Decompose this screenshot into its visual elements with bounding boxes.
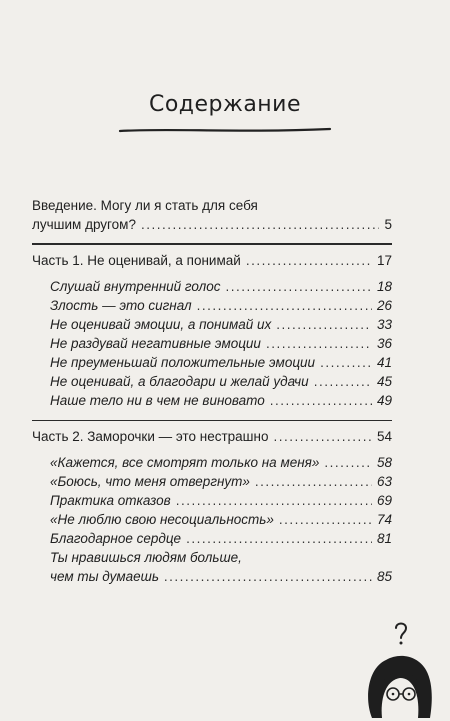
leader-dots xyxy=(176,491,372,510)
toc-item[interactable] xyxy=(32,510,392,529)
toc-item-page: 74 xyxy=(376,512,392,527)
toc-item-page: 63 xyxy=(376,474,392,489)
toc-item[interactable] xyxy=(32,353,392,372)
toc-item-label: Не оценивай, а благодари и желай удачи xyxy=(50,373,309,389)
girl-with-glasses-question-icon xyxy=(360,618,440,718)
toc-item[interactable] xyxy=(32,529,392,548)
toc-item-page: 36 xyxy=(376,335,392,351)
toc-item[interactable] xyxy=(32,472,392,491)
leader-dots xyxy=(246,251,372,270)
leader-dots xyxy=(255,472,372,491)
toc-item-label: Практика отказов xyxy=(50,493,171,508)
toc-item-label: «Не люблю свою несоциальность» xyxy=(50,512,274,527)
toc-intro-line1: Введение. Могу ли я стать для себя xyxy=(32,198,258,213)
leader-dots xyxy=(225,277,371,296)
page-title: Содержание xyxy=(148,92,302,117)
toc-item-label: Не преуменьшай положительные эмоции xyxy=(50,354,316,370)
leader-dots xyxy=(279,510,372,529)
table-of-contents xyxy=(32,196,392,586)
toc-item[interactable] xyxy=(32,391,392,410)
toc-part-page: 17 xyxy=(376,252,392,268)
toc-item[interactable] xyxy=(32,296,392,315)
leader-dots xyxy=(141,215,380,234)
toc-part-label: Часть 1. Не оценивай, а понимай xyxy=(32,252,241,268)
toc-item-label: «Кажется, все смотрят только на меня» xyxy=(50,455,320,470)
separator xyxy=(32,243,392,245)
toc-item[interactable] xyxy=(32,334,392,353)
leader-dots xyxy=(270,391,372,410)
toc-part-1[interactable] xyxy=(32,251,392,270)
toc-item-page: 33 xyxy=(376,316,392,332)
toc-item[interactable] xyxy=(32,453,392,472)
toc-item-page: 26 xyxy=(376,297,392,313)
toc-item-label: Не оценивай эмоции, а понимай их xyxy=(50,316,272,332)
toc-item-label-line1: Ты нравишься людям больше, xyxy=(50,550,242,565)
toc-item-label: «Боюсь, что меня отвергнут» xyxy=(50,474,250,489)
toc-item-label-line2: чем ты думаешь xyxy=(50,569,159,584)
title-underline-icon xyxy=(118,124,332,136)
toc-item[interactable] xyxy=(32,491,392,510)
toc-item[interactable] xyxy=(32,315,392,334)
toc-part-label: Часть 2. Заморочки — это нестрашно xyxy=(32,429,269,444)
leader-dots xyxy=(164,567,372,586)
leader-dots xyxy=(186,529,372,548)
toc-part-2[interactable] xyxy=(32,427,392,446)
toc-item-label: Наше тело ни в чем не виновато xyxy=(50,392,265,408)
leader-dots xyxy=(197,296,372,315)
toc-item-page: 85 xyxy=(376,569,392,584)
toc-item-label: Благодарное сердце xyxy=(50,531,182,546)
leader-dots xyxy=(276,315,372,334)
toc-item[interactable] xyxy=(32,372,392,391)
toc-item-page: 18 xyxy=(376,278,392,294)
leader-dots xyxy=(314,372,372,391)
toc-item-page: 41 xyxy=(376,354,392,370)
leader-dots xyxy=(320,353,372,372)
toc-intro-page: 5 xyxy=(384,217,392,232)
toc-part-page: 54 xyxy=(376,429,392,444)
toc-item-row xyxy=(32,567,392,586)
toc-item-page: 58 xyxy=(376,455,392,470)
toc-item-page: 69 xyxy=(376,493,392,508)
toc-item-page: 45 xyxy=(376,373,392,389)
toc-item-label: Слушай внутренний голос xyxy=(50,278,221,294)
toc-intro[interactable] xyxy=(32,196,392,234)
toc-item-page: 81 xyxy=(376,531,392,546)
toc-intro-line2: лучшим другом? xyxy=(32,217,136,232)
toc-item-label: Не раздувай негативные эмоции xyxy=(50,335,261,351)
leader-dots xyxy=(266,334,372,353)
toc-item[interactable] xyxy=(32,277,392,296)
toc-intro-row xyxy=(32,215,392,234)
toc-item-multiline[interactable] xyxy=(32,548,392,586)
toc-item-page: 49 xyxy=(376,392,392,408)
leader-dots xyxy=(324,453,372,472)
separator xyxy=(32,420,392,422)
leader-dots xyxy=(273,427,371,446)
toc-item-label: Злость — это сигнал xyxy=(50,297,192,313)
